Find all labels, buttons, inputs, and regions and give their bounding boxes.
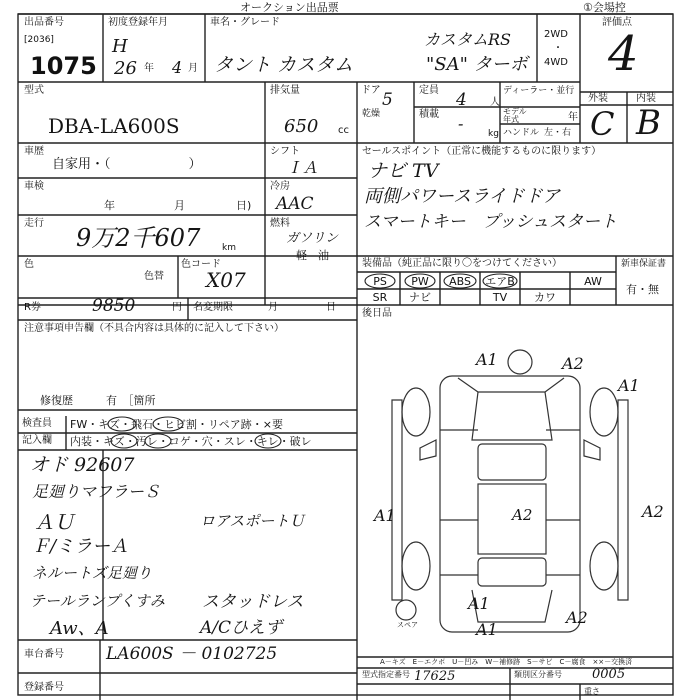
shift-label: シフト bbox=[270, 146, 300, 157]
equip-ps: PS bbox=[373, 275, 387, 288]
equip-navi: ナビ bbox=[409, 291, 431, 304]
interior-grade: B bbox=[636, 103, 661, 143]
fuel-label: 燃料 bbox=[270, 218, 290, 229]
repair-value: 有 ［箇所 bbox=[106, 394, 156, 407]
repair-label: 修復歴 bbox=[40, 394, 73, 407]
car-name-label: 車名・グレード bbox=[210, 17, 280, 28]
registration-month-unit: 月 bbox=[188, 63, 198, 74]
capacity-label: 定員 bbox=[419, 85, 439, 96]
color-code: X07 bbox=[206, 268, 246, 292]
exterior-grade: C bbox=[590, 105, 615, 143]
car-grade-line2: "SA" ターボ bbox=[426, 54, 528, 75]
designation-label: 型式指定番号 bbox=[362, 670, 410, 679]
remark-line10: A/Cひえず bbox=[200, 618, 283, 638]
recycle-value: 9850 bbox=[92, 296, 136, 316]
inspection-year-unit: 年 bbox=[104, 199, 115, 212]
doors-label: ドア bbox=[361, 85, 381, 96]
capacity-unit: 人 bbox=[490, 97, 500, 108]
category-label: 類別区分番号 bbox=[514, 670, 562, 679]
displacement-label: 排気量 bbox=[270, 85, 300, 96]
remark-line8: スタッドレス bbox=[202, 592, 304, 612]
recycle-label: R券 bbox=[24, 302, 41, 313]
equip-sr: SR bbox=[372, 291, 388, 304]
remark-line5: Ｆ/ミラーＡ bbox=[32, 536, 129, 557]
weight-label: 重さ bbox=[584, 687, 600, 696]
inspector-row2: 内装・キズ・汚レ・コゲ・穴・スレ・キレ・破レ bbox=[70, 435, 312, 448]
title-change-month-unit: 月 bbox=[268, 302, 278, 313]
registration-era: H bbox=[112, 36, 128, 57]
warranty-label: 新車保証書 bbox=[621, 259, 667, 269]
displacement-unit: cc bbox=[338, 125, 349, 136]
mark-a1-top-left: A1 bbox=[476, 350, 498, 369]
score-value: 4 bbox=[608, 26, 639, 82]
form-title: オークション出品票 bbox=[240, 1, 339, 14]
storage-label: 後日品 bbox=[362, 308, 392, 319]
interior-label: 内装 bbox=[636, 93, 656, 104]
venue-mark: ①会場控 bbox=[583, 1, 626, 14]
fuel-value: ガソリン bbox=[286, 231, 339, 246]
lot-label: 出品番号 bbox=[24, 17, 64, 28]
color-shade-label: 色替 bbox=[144, 271, 164, 282]
handle-label: ハンドル bbox=[503, 128, 540, 138]
mark-a2-bottom-right: A2 bbox=[566, 608, 588, 627]
chassis-value: LA600S － 0102725 bbox=[106, 644, 278, 664]
model-label: 型式 bbox=[24, 85, 44, 96]
designation-value: 17625 bbox=[414, 669, 456, 684]
dealer-label: ディーラー・並行 bbox=[503, 86, 575, 96]
category-value: 0005 bbox=[592, 667, 626, 682]
mark-a1-right-top: A1 bbox=[618, 376, 640, 395]
color-code-label: 色コード bbox=[181, 259, 221, 270]
registration-year: 26 bbox=[114, 58, 137, 79]
registration-label: 初度登録年月 bbox=[108, 17, 168, 28]
color-label: 色 bbox=[24, 259, 34, 270]
title-change-day-unit: 日 bbox=[326, 302, 336, 313]
equip-airbag: エアB bbox=[485, 275, 515, 288]
notes-label: 注意事項申告欄（不具合内容は具体的に記入して下さい） bbox=[24, 323, 284, 334]
drive-2wd: 2WD bbox=[544, 29, 568, 40]
equipment-label: 装備品（純正品に限り〇をつけてください） bbox=[362, 258, 562, 269]
usage-value: 自家用・（ ） bbox=[52, 157, 202, 172]
warranty-value: 有・無 bbox=[626, 283, 659, 296]
aircon-label: 冷房 bbox=[270, 181, 290, 192]
equip-abs: ABS bbox=[449, 275, 471, 288]
usage-label: 車歴 bbox=[24, 146, 44, 157]
mileage-value: 9万2千607 bbox=[76, 224, 201, 252]
handle-options: 左・右 bbox=[544, 128, 572, 138]
inspection-month-unit: 月 bbox=[174, 199, 185, 212]
remark-line4: ロアスポートＵ bbox=[200, 512, 305, 530]
model-year-unit: 年 bbox=[568, 112, 578, 123]
mark-a2-top: A2 bbox=[562, 354, 584, 373]
score-label: 評価点 bbox=[602, 17, 632, 28]
plate-label: 登録番号 bbox=[24, 682, 64, 693]
model-year-label: モデル年式 bbox=[503, 107, 527, 124]
inspector-label2: 記入欄 bbox=[22, 435, 52, 446]
inspection-label: 車検 bbox=[24, 181, 44, 192]
mileage-unit: km bbox=[222, 243, 236, 253]
remark-line3: ＡＵ bbox=[34, 510, 74, 534]
remark-line1: オド 92607 bbox=[30, 454, 135, 476]
remark-line7: テールランプくすみ bbox=[30, 592, 165, 610]
selling-points-label: セールスポイント（正常に機能するものに限ります） bbox=[362, 146, 602, 157]
displacement-value: 650 bbox=[284, 116, 319, 137]
lot-sub-number: [2036] bbox=[24, 35, 54, 45]
aircon-value: AAC bbox=[276, 194, 314, 214]
spare-label: スペア bbox=[397, 621, 418, 629]
inspector-label1: 検査員 bbox=[22, 418, 52, 429]
fuel-alt: 軽 油 bbox=[296, 249, 329, 262]
cargo-value: - bbox=[458, 114, 464, 133]
car-grade-line1: カスタムRS bbox=[424, 30, 512, 49]
remark-line2: 足廻りマフラーＳ bbox=[32, 482, 161, 501]
cargo-unit: kg bbox=[488, 129, 499, 139]
cargo-dry-label: 乾燥 bbox=[362, 109, 381, 119]
shift-value: ＩＡ bbox=[286, 158, 319, 177]
remark-line9: Aw、A bbox=[50, 618, 109, 639]
title-change-label: 名変期限 bbox=[193, 302, 233, 313]
selling-point-line1: ナビ TV bbox=[368, 160, 439, 182]
mark-a2-center: A2 bbox=[512, 506, 533, 524]
selling-point-line2: 両側パワースライドドア bbox=[364, 186, 561, 207]
equip-aw: AW bbox=[584, 275, 602, 288]
registration-year-unit: 年 bbox=[144, 63, 154, 74]
selling-point-line3: スマートキー プッシュスタート bbox=[364, 212, 618, 232]
inspection-day-unit: 日) bbox=[236, 199, 252, 212]
exterior-label: 外装 bbox=[588, 93, 608, 104]
equip-pw: PW bbox=[411, 275, 429, 288]
remark-line6: ネルートズ足廻り bbox=[32, 564, 152, 582]
cargo-label: 積載 bbox=[419, 109, 439, 120]
mark-a1-bottom: A1 bbox=[476, 620, 498, 639]
car-name: タント カスタム bbox=[214, 54, 354, 76]
mileage-label: 走行 bbox=[24, 218, 44, 229]
recycle-unit: 円 bbox=[172, 302, 182, 313]
mark-a1-left: A1 bbox=[374, 506, 396, 525]
mark-a1-bottom-left: A1 bbox=[468, 594, 490, 613]
mark-a2-right: A2 bbox=[642, 502, 664, 521]
capacity-value: 4 bbox=[456, 90, 467, 110]
registration-month: 4 bbox=[172, 58, 183, 77]
inspector-row1: FW・キズ・飛石・ヒビ割・リペア跡・×要 bbox=[70, 418, 283, 431]
equip-leather: カワ bbox=[534, 291, 556, 304]
lot-number: 1075 bbox=[30, 52, 97, 80]
drive-sep: ・ bbox=[553, 43, 563, 54]
doors-value: 5 bbox=[382, 90, 393, 110]
drive-4wd: 4WD bbox=[544, 57, 568, 68]
damage-legend: A－キズ E－エクボ U－凹み W－補修跡 S－サビ C－腐食 ××－交換済 bbox=[380, 658, 633, 666]
equip-tv: TV bbox=[492, 291, 508, 304]
model-value: DBA-LA600S bbox=[48, 114, 180, 138]
chassis-label: 車台番号 bbox=[24, 649, 64, 660]
